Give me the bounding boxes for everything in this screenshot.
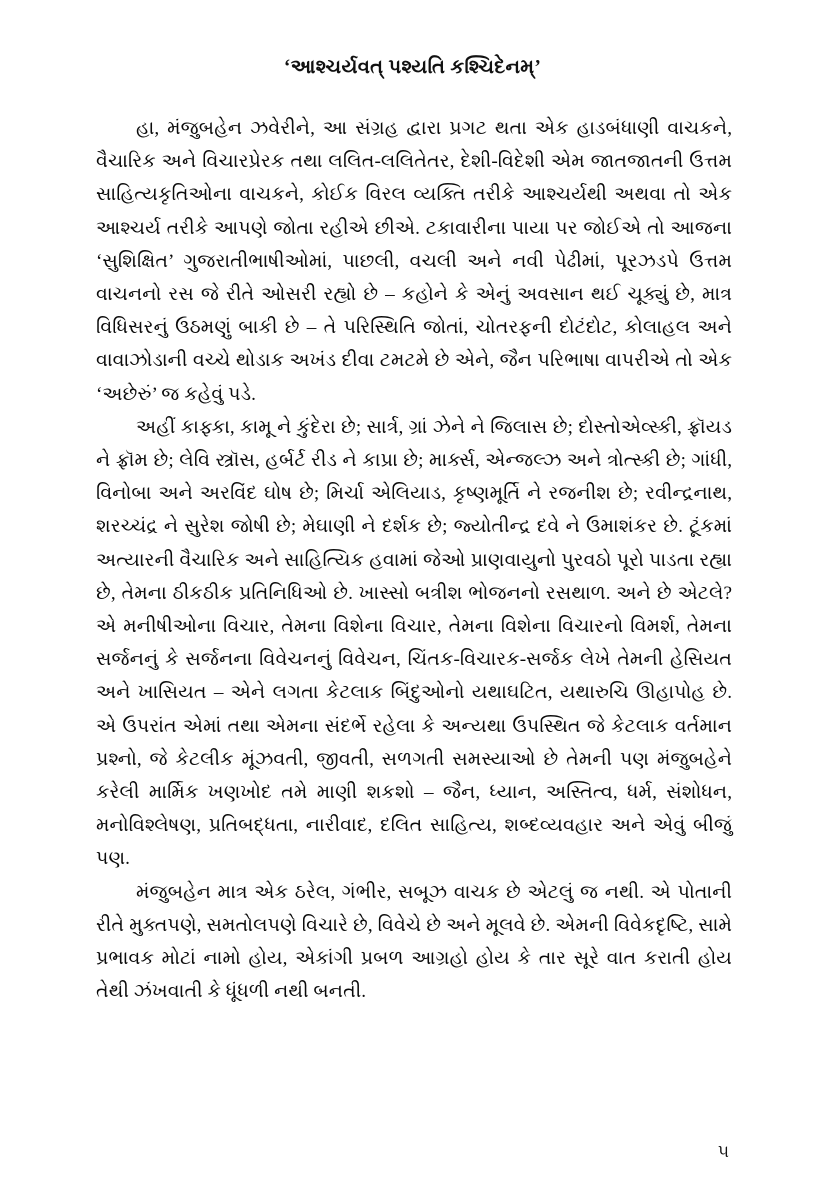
page-number: ૫ (717, 1142, 729, 1161)
body-text (96, 112, 732, 1008)
paragraph: અહીં કાફ્કા, કામૂ ને કુંદેરા છે; સાર્ત્ર, ગ્રાં ઝેને ને જિલાસ છે; દોસ્તોએવ્સ્કી, ફ્રૉયડ ને ફ્રૉમ છે; લેવિ સ્ત્રૉસ, હર્બર્ટ રીડ ને કાપ્રા છે; માર્ક્સ, એન્જલ્ઝ અને ત્રોત્સ્કી છે; ગાંધી, વિનોબા અને અરવિંદ ઘોષ છે; મિર્ચા એલિયાડ, કૃષ્ણમૂર્તિ ને રજનીશ છે; રવીન્દ્રનાથ, શરચ્ચંદ્ર ને સુરેશ જોષી છે; મેઘાણી ને દર્શક છે; જ્યોતીન્દ્ર દવે ને ઉમાશંકર છે. ટૂંકમાં અત્યારની વૈચારિક અને સાહિત્યિક હવામાં જેઓ પ્રાણવાયુનો પુરવઠો પૂરો પાડતા રહ્યા છે, તેમના ઠીકઠીક પ્રતિનિધિઓ છે. ખાસ્સો બત્રીશ ભોજનનો રસથાળ. અને છે એટલે? એ મનીષીઓના વિચાર, તેમના વિશેના વિચાર, તેમના વિશેના વિચારનો વિમર્શ, તેમના સર્જનનું કે સર્જનના વિવેચનનું વિવેચન, ચિંતક-વિચારક-સર્જક લેખે તેમની હેસિયત અને ખાસિયત – એને લગતા કેટલાક બિંદુઓનો યથાઘટિત, યથારુચિ ઊહાપોહ છે. એ ઉપરાંત એમાં તથા એમના સંદર્ભે રહેલા કે અન્યથા ઉપસ્થિત જે કેટલાક વર્તમાન પ્રશ્નો, જે કેટલીક મૂંઝવતી, જીવતી, સળગતી સમસ્યાઓ છે તેમની પણ મંજુબહેને કરેલી માર્મિક ખણખોદ તમે માણી શકશો – જૈન, ધ્યાન, અસ્તિત્વ, ધર્મ, સંશોધન, મનોવિશ્લેષણ, પ્રતિબદ્ધતા, નારીવાદ, દલિત સાહિત્ય, શબ્દવ્યવહાર અને એવું બીજું પણ. (96, 416, 732, 870)
paragraph: હા, મંજુબહેન ઝવેરીને, આ સંગ્રહ દ્વારા પ્રગટ થતા એક હાડબંધાણી વાચકને, વૈચારિક અને વિચારપ્રેરક તથા લલિત-લલિતેતર, દેશી-વિદેશી એમ જાતજાતની ઉત્તમ સાહિત્યકૃતિઓના વાચકને, કોઈક વિરલ વ્યક્તિ તરીકે આશ્ચર્યથી અથવા તો એક આશ્ચર્ય તરીકે આપણે જોતા રહીએ છીએ. ટકાવારીના પાયા પર જોઈએ તો આજના ‘સુશિક્ષિત’ ગુજરાતીભાષીઓમાં, પાછલી, વચલી અને નવી પેઢીમાં, પૂરઝડપે ઉત્તમ વાચનનો રસ જે રીતે ઓસરી રહ્યો છે – કહોને કે એનું અવસાન થઈ ચૂક્યું છે, માત્ર વિધિસરનું ઉઠમણું બાકી છે – તે પરિસ્થિતિ જોતાં, ચોતરફની દોટંદોટ, કોલાહલ અને વાવાઝોડાની વચ્ચે થોડાક અખંડ દીવા ટમટમે છે એને, જૈન પરિભાષા વાપરીએ તો એક ‘અછેરું’ જ કહેવું પડે. (96, 118, 732, 405)
paragraph: મંજુબહેન માત્ર એક ઠરેલ, ગંભીર, સબૂઝ વાચક છે એટલું જ નથી. એ પોતાની રીતે મુક્તપણે, સમતોલપણે વિચારે છે, વિવેચે છે અને મૂલવે છે. એમની વિવેકદૃષ્ટિ, સામે પ્રભાવક મોટાં નામો હોય, એકાંગી પ્રબળ આગ્રહો હોય કે તાર સૂરે વાત કરાતી હોય તેથી ઝંખવાતી કે ધૂંધળી નથી બનતી. (96, 881, 732, 1003)
page-title: ‘આશ્ચર્યવત્ પશ્યતિ કશ્ચિદેનમ્’ (283, 57, 542, 78)
